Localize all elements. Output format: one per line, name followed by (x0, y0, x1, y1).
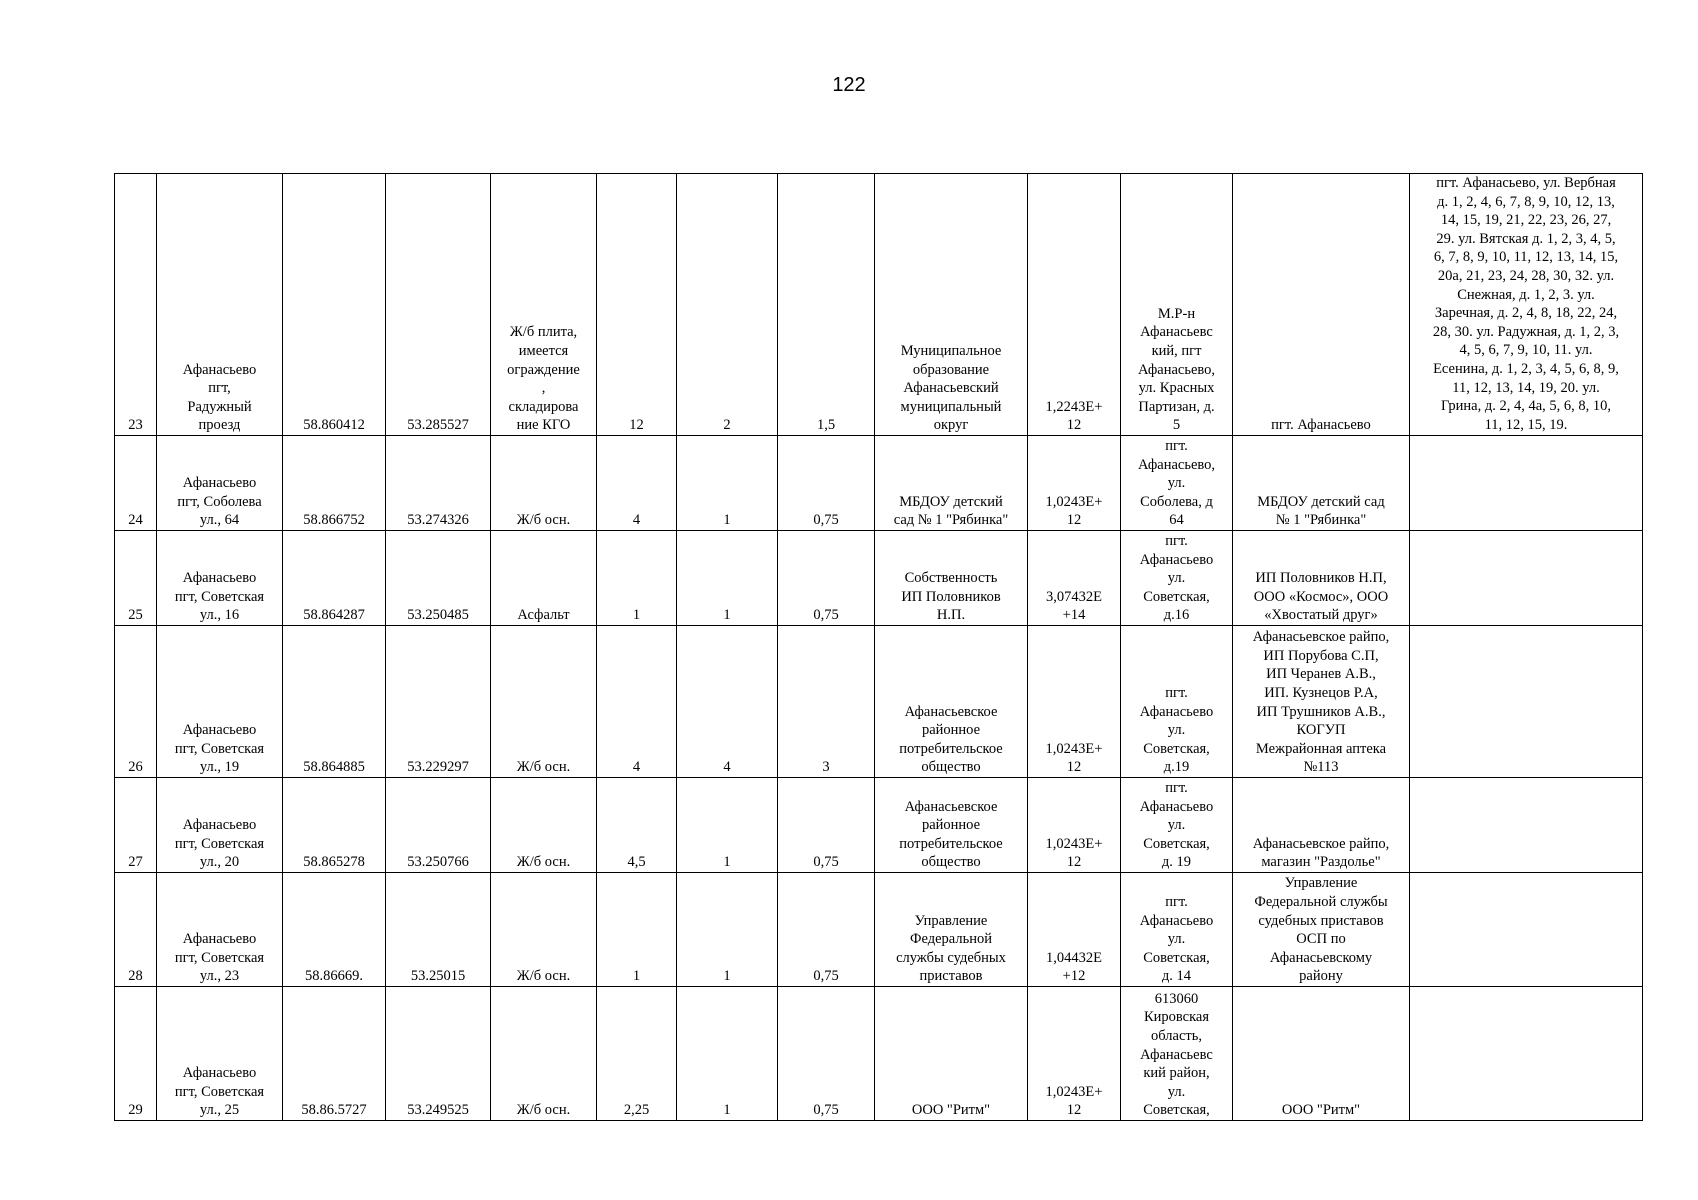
cell-line: Управление (914, 912, 988, 929)
cell-line: районное (921, 817, 981, 834)
cell-line: ИП Порубова С.П, (1263, 647, 1379, 664)
cell-line: 11, 12, 15, 19. (1484, 416, 1568, 433)
cell-line: пгт. (1165, 533, 1188, 550)
cell-latitude: 58.860412 (283, 174, 386, 436)
cell-line: 3,07432E (1046, 588, 1102, 605)
cell-line: ул. (1167, 570, 1186, 587)
cell-line: складирова (508, 398, 579, 415)
cell-line: пгт. Афанасьево, ул. Вербная (1436, 175, 1616, 191)
cell-line: магазин "Раздолье" (1261, 854, 1381, 871)
cell-line: Соболева, д (1140, 493, 1213, 510)
cell-line: Снежная, д. 1, 2, 3. ул. (1457, 286, 1595, 303)
cell-line: ИП Трушников А.В., (1256, 703, 1386, 720)
cell-line: пгт, Советская (174, 740, 265, 757)
cell-line: сад № 1 "Рябинка" (893, 512, 1009, 529)
cell-line: кий, пгт (1151, 343, 1202, 360)
cell-owner (875, 987, 1028, 1121)
cell-longitude: 53.250485 (386, 531, 491, 626)
cell-line: ул., 16 (199, 607, 240, 624)
cell-line: 12 (1066, 854, 1082, 871)
cell-line: 64 (1169, 512, 1184, 529)
cell-line: Собственность (904, 570, 998, 587)
cell-container-volume: 0,75 (778, 873, 875, 987)
cell-line: Афанасьево (1139, 798, 1214, 815)
cell-line: Афанасьевский (903, 380, 999, 397)
cell-number: 29 (115, 987, 157, 1121)
cell-waste-sources (1233, 987, 1410, 1121)
cell-container-count: 1 (677, 531, 778, 626)
cell-line: пгт. (1165, 438, 1188, 455)
cell-line: Афанасьево, (1137, 361, 1216, 378)
cell-line: ОСП по (1296, 931, 1346, 948)
cell-waste-sources (1233, 436, 1410, 531)
cell-line: 613060 (1154, 990, 1199, 1007)
table-row (115, 987, 1643, 1121)
cell-line: ул. Красных (1138, 380, 1215, 397)
cell-line: району (1299, 968, 1343, 985)
cell-ogrn (1028, 174, 1121, 436)
cell-line: №113 (1303, 759, 1339, 776)
cell-line: ул., 23 (199, 968, 240, 985)
cell-line: службы судебных (896, 949, 1006, 966)
cell-line: Заречная, д. 2, 4, 8, 18, 22, 24, (1434, 305, 1618, 322)
cell-line: проезд (198, 417, 241, 434)
cell-area: 2,25 (597, 987, 677, 1121)
cell-line: 29. ул. Вятская д. 1, 2, 3, 4, 5, (1436, 230, 1616, 247)
cell-line: Федеральной службы (1254, 894, 1388, 911)
cell-ogrn (1028, 778, 1121, 873)
cell-waste-sources (1233, 531, 1410, 626)
cell-owner-address (1121, 174, 1233, 436)
cell-area: 1 (597, 531, 677, 626)
cell-line: 4, 5, 6, 7, 9, 10, 11. ул. (1459, 342, 1593, 359)
cell-longitude: 53.250766 (386, 778, 491, 873)
cell-line: ул. (1167, 1083, 1186, 1100)
cell-line: 1,2243E+ (1045, 398, 1103, 415)
cell-line: ул. (1167, 475, 1186, 492)
cell-line: , (541, 380, 546, 397)
cell-line: ООО "Ритм" (1281, 1102, 1361, 1119)
cell-number: 24 (115, 436, 157, 531)
cell-line: пгт. (1165, 780, 1188, 797)
cell-surface (491, 987, 597, 1121)
cell-line: «Хвостатый друг» (1264, 607, 1378, 624)
cell-served-addresses (1410, 778, 1643, 873)
cell-line: Афанасьевс (1140, 1046, 1213, 1063)
cell-line: Афанасьево (182, 570, 257, 587)
cell-owner-address (1121, 987, 1233, 1121)
cell-line: 1,0243E+ (1045, 740, 1103, 757)
cell-ogrn (1028, 873, 1121, 987)
cell-line: пгт, (208, 380, 231, 397)
cell-container-count: 2 (677, 174, 778, 436)
cell-line: судебных приставов (1258, 912, 1384, 929)
table-row (115, 873, 1643, 987)
cell-address (157, 626, 283, 778)
table-row (115, 778, 1643, 873)
cell-address (157, 778, 283, 873)
cell-waste-sources (1233, 174, 1410, 436)
cell-longitude: 53.249525 (386, 987, 491, 1121)
cell-latitude: 58.866752 (283, 436, 386, 531)
cell-number: 25 (115, 531, 157, 626)
cell-line: д. 19 (1161, 854, 1192, 871)
cell-line: Афанасьевское (904, 703, 998, 720)
cell-line: Ж/б осн. (516, 854, 571, 871)
cell-line: область, (1151, 1028, 1202, 1045)
cell-owner-address (1121, 873, 1233, 987)
cell-owner (875, 778, 1028, 873)
cell-ogrn (1028, 626, 1121, 778)
cell-longitude: 53.229297 (386, 626, 491, 778)
cell-line: Афанасьевское райпо, (1252, 835, 1390, 852)
cell-container-count: 1 (677, 873, 778, 987)
cell-line: Радужный (187, 398, 252, 415)
cell-line: Афанасьево (182, 722, 257, 739)
cell-served-addresses (1410, 436, 1643, 531)
cell-line: Управление (1284, 875, 1358, 892)
cell-served-addresses (1410, 531, 1643, 626)
cell-line: Грина, д. 2, 4, 4а, 5, 6, 8, 10, (1440, 398, 1612, 415)
cell-owner-address (1121, 626, 1233, 778)
cell-line: Афанасьево, (1137, 456, 1216, 473)
cell-line: Афанасьево (1139, 551, 1214, 568)
cell-line: Советская, (1143, 740, 1210, 757)
cell-address (157, 987, 283, 1121)
cell-line: имеется (518, 343, 569, 360)
cell-waste-sources (1233, 778, 1410, 873)
cell-line: д. 14 (1161, 968, 1192, 985)
cell-area: 12 (597, 174, 677, 436)
cell-line: 1,04432E (1046, 949, 1102, 966)
cell-line: д.16 (1163, 607, 1190, 624)
cell-line: 12 (1066, 1102, 1082, 1119)
cell-line: Советская, (1143, 835, 1210, 852)
cell-line: приставов (919, 968, 983, 985)
cell-surface (491, 778, 597, 873)
cell-owner-address (1121, 531, 1233, 626)
cell-owner (875, 626, 1028, 778)
cell-address (157, 873, 283, 987)
cell-ogrn (1028, 436, 1121, 531)
cell-line: пгт, Советская (174, 949, 265, 966)
cell-line: ООО «Космос», ООО (1253, 588, 1389, 605)
cell-line: Ж/б осн. (516, 512, 571, 529)
cell-line: ул., 64 (199, 512, 240, 529)
cell-area: 4 (597, 436, 677, 531)
cell-latitude: 58.865278 (283, 778, 386, 873)
cell-line: 1,0243E+ (1045, 493, 1103, 510)
cell-line: образование (912, 361, 990, 378)
cell-line: районное (921, 722, 981, 739)
cell-container-count: 1 (677, 436, 778, 531)
cell-line: ул., 25 (199, 1102, 240, 1119)
cell-line: Ж/б осн. (516, 759, 571, 776)
cell-line: Федеральной (910, 931, 992, 948)
cell-line: Ж/б осн. (516, 968, 571, 985)
cell-container-count: 1 (677, 778, 778, 873)
table-row (115, 626, 1643, 778)
cell-surface (491, 174, 597, 436)
cell-line: МБДОУ детский сад (1257, 493, 1385, 510)
registry-table (114, 173, 1643, 1121)
cell-line: Н.П. (936, 607, 966, 624)
cell-container-volume: 0,75 (778, 531, 875, 626)
cell-line: потребительское (899, 740, 1003, 757)
cell-latitude: 58.86669. (283, 873, 386, 987)
cell-line: Ж/б осн. (516, 1102, 571, 1119)
cell-line: Асфальт (517, 607, 570, 624)
cell-line: М.Р-н (1157, 305, 1196, 322)
cell-owner-address (1121, 778, 1233, 873)
cell-line: пгт, Советская (174, 835, 265, 852)
cell-line: ограждение (507, 361, 580, 378)
cell-line: потребительское (899, 835, 1003, 852)
cell-line: Афанасьевс (1140, 324, 1213, 341)
cell-line: 28, 30. ул. Радужная, д. 1, 2, 3, (1432, 323, 1620, 340)
cell-line: пгт. Афанасьево (1271, 417, 1371, 434)
cell-waste-sources (1233, 873, 1410, 987)
cell-area: 4 (597, 626, 677, 778)
cell-number: 26 (115, 626, 157, 778)
cell-line: Межрайонная аптека (1255, 740, 1387, 757)
cell-line: ИП Половников Н.П, (1255, 570, 1387, 587)
cell-surface (491, 436, 597, 531)
cell-container-volume: 0,75 (778, 778, 875, 873)
cell-address (157, 436, 283, 531)
cell-line: 5 (1172, 417, 1181, 434)
cell-container-volume: 0,75 (778, 436, 875, 531)
cell-latitude: 58.864287 (283, 531, 386, 626)
cell-line: пгт. (1165, 894, 1188, 911)
cell-number: 23 (115, 174, 157, 436)
cell-line: Советская, (1143, 588, 1210, 605)
cell-line: № 1 "Рябинка" (1275, 512, 1367, 529)
cell-container-volume: 3 (778, 626, 875, 778)
cell-line: Муниципальное (900, 343, 1002, 360)
table-row (115, 436, 1643, 531)
cell-line: общество (921, 759, 981, 776)
cell-served-addresses (1410, 626, 1643, 778)
cell-surface (491, 626, 597, 778)
cell-waste-sources (1233, 626, 1410, 778)
cell-line: муниципальный (900, 398, 1002, 415)
cell-line: ИП Половников (901, 588, 1001, 605)
cell-ogrn (1028, 987, 1121, 1121)
cell-line: кий район, (1143, 1065, 1210, 1082)
cell-line: ул. (1167, 817, 1186, 834)
cell-line: КОГУП (1296, 722, 1346, 739)
cell-area: 4,5 (597, 778, 677, 873)
cell-surface (491, 873, 597, 987)
cell-line: ул. (1167, 931, 1186, 948)
cell-container-count: 4 (677, 626, 778, 778)
cell-line: 12 (1066, 417, 1082, 434)
cell-container-count: 1 (677, 987, 778, 1121)
cell-line: 11, 12, 13, 14, 19, 20. ул. (1452, 379, 1600, 396)
cell-line: 12 (1066, 512, 1082, 529)
cell-line: Ж/б плита, (509, 324, 578, 341)
cell-line: 14, 15, 19, 21, 22, 23, 26, 27, (1440, 212, 1612, 229)
cell-served-addresses (1410, 987, 1643, 1121)
cell-container-volume: 1,5 (778, 174, 875, 436)
cell-line: округ (933, 417, 969, 434)
cell-owner (875, 436, 1028, 531)
table-row (115, 531, 1643, 626)
cell-surface (491, 531, 597, 626)
cell-longitude: 53.25015 (386, 873, 491, 987)
cell-served-addresses (1410, 873, 1643, 987)
cell-container-volume: 0,75 (778, 987, 875, 1121)
cell-longitude: 53.285527 (386, 174, 491, 436)
cell-line: Советская, (1143, 949, 1210, 966)
cell-line: Кировская (1143, 1009, 1210, 1026)
cell-line: 6, 7, 8, 9, 10, 11, 12, 13, 14, 15, (1433, 249, 1619, 266)
cell-address (157, 531, 283, 626)
cell-line: Афанасьево (182, 475, 257, 492)
cell-line: Афанасьево (182, 361, 257, 378)
cell-latitude: 58.864885 (283, 626, 386, 778)
table-row (115, 174, 1643, 436)
cell-line: д. 1, 2, 4, 6, 7, 8, 9, 10, 12, 13, (1437, 193, 1615, 210)
cell-line: Есенина, д. 1, 2, 3, 4, 5, 6, 8, 9, (1433, 360, 1619, 377)
cell-line: ул., 19 (199, 759, 240, 776)
cell-address (157, 174, 283, 436)
cell-number: 27 (115, 778, 157, 873)
cell-line: 20а, 21, 23, 24, 28, 30, 32. ул. (1437, 267, 1615, 284)
cell-line: +12 (1062, 968, 1086, 985)
cell-line: 1,0243E+ (1045, 1083, 1103, 1100)
cell-line: ние КГО (516, 417, 571, 434)
table-body (115, 174, 1643, 1121)
cell-line: Афанасьево (182, 931, 257, 948)
cell-line: Партизан, д. (1138, 398, 1215, 415)
cell-area: 1 (597, 873, 677, 987)
cell-line: Афанасьево (182, 1065, 257, 1082)
cell-longitude: 53.274326 (386, 436, 491, 531)
cell-line: пгт, Советская (174, 588, 265, 605)
cell-line: ИП. Кузнецов Р.А, (1264, 685, 1378, 702)
cell-line: Афанасьево (1139, 912, 1214, 929)
cell-number: 28 (115, 873, 157, 987)
cell-owner (875, 531, 1028, 626)
cell-line: ул. (1167, 722, 1186, 739)
cell-line: ул., 20 (199, 854, 240, 871)
cell-line: 12 (1066, 759, 1082, 776)
cell-line: Афанасьево (1139, 703, 1214, 720)
cell-line: д.19 (1163, 759, 1190, 776)
cell-line: пгт, Советская (174, 1083, 265, 1100)
cell-line: +14 (1062, 607, 1086, 624)
cell-line: пгт, Соболева (177, 493, 262, 510)
cell-served-addresses (1410, 174, 1643, 436)
cell-line: МБДОУ детский (899, 493, 1003, 510)
cell-line: Афанасьевскому (1269, 949, 1373, 966)
cell-line: пгт. (1165, 685, 1188, 702)
cell-owner-address (1121, 436, 1233, 531)
page-number: 122 (832, 74, 866, 96)
cell-line: Советская, (1143, 1102, 1210, 1119)
cell-line: ООО "Ритм" (911, 1102, 991, 1119)
cell-latitude: 58.86.5727 (283, 987, 386, 1121)
cell-line: ИП Черанев А.В., (1266, 666, 1376, 683)
cell-ogrn (1028, 531, 1121, 626)
cell-line: общество (921, 854, 981, 871)
cell-line: Афанасьевское (904, 798, 998, 815)
cell-line: Афанасьево (182, 817, 257, 834)
cell-line: Афанасьевское райпо, (1252, 629, 1390, 646)
cell-owner (875, 174, 1028, 436)
cell-owner (875, 873, 1028, 987)
cell-line: 1,0243E+ (1045, 835, 1103, 852)
